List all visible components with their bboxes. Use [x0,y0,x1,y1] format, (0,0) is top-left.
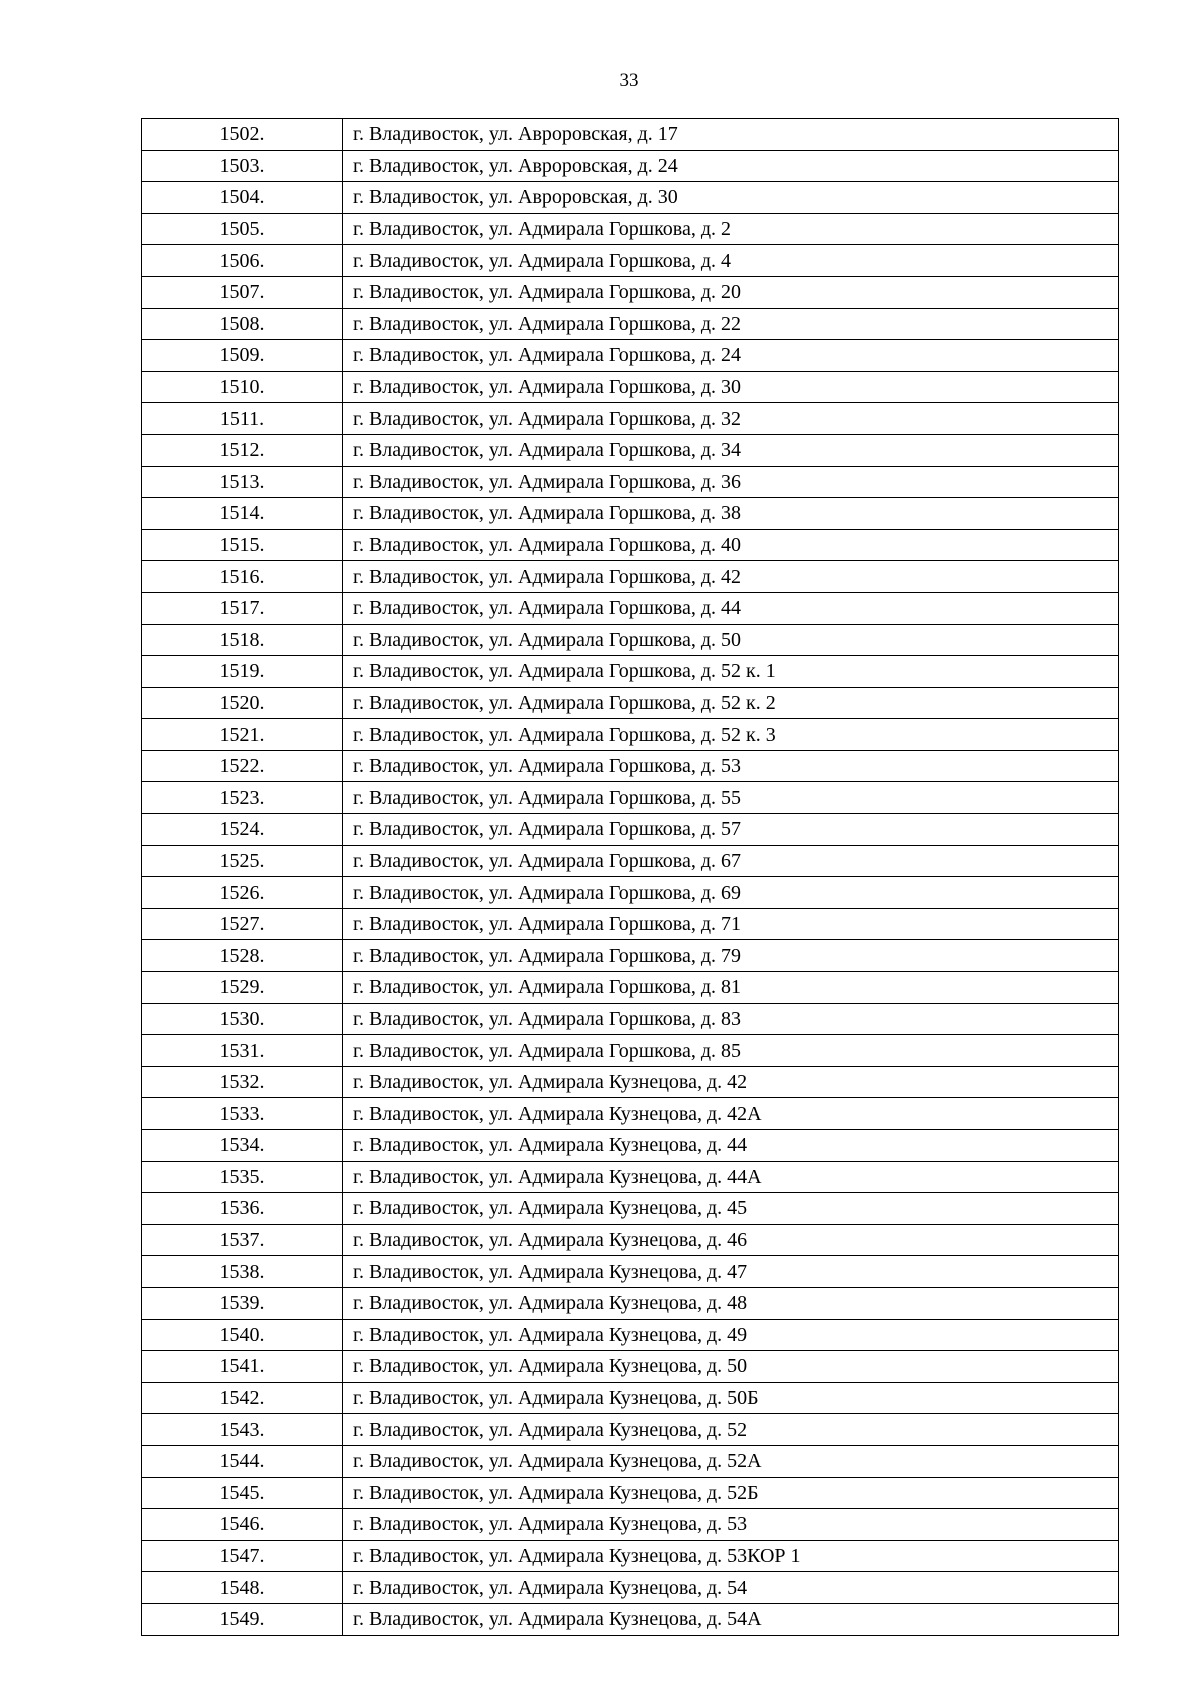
row-number: 1547. [142,1540,343,1572]
row-number: 1524. [142,814,343,846]
table-row [142,1540,1119,1572]
row-address: г. Владивосток, ул. Адмирала Горшкова, д. 55 [343,782,1119,814]
table-row [142,245,1119,277]
row-address: г. Владивосток, ул. Адмирала Горшкова, д. 34 [343,434,1119,466]
table-row [142,1161,1119,1193]
row-address: г. Владивосток, ул. Адмирала Кузнецова, д. 42 [343,1066,1119,1098]
row-number: 1523. [142,782,343,814]
row-address: г. Владивосток, ул. Адмирала Горшкова, д. 85 [343,1035,1119,1067]
table-row [142,1509,1119,1541]
table-row [142,656,1119,688]
row-address: г. Владивосток, ул. Адмирала Горшкова, д. 32 [343,403,1119,435]
row-address: г. Владивосток, ул. Адмирала Кузнецова, д. 52А [343,1445,1119,1477]
row-number: 1536. [142,1193,343,1225]
page-number: 33 [619,70,639,91]
table-row [142,466,1119,498]
table-row [142,213,1119,245]
row-address: г. Владивосток, ул. Адмирала Горшкова, д. 71 [343,908,1119,940]
table-row [142,782,1119,814]
row-number: 1530. [142,1003,343,1035]
table-row [142,624,1119,656]
table-row [142,1351,1119,1383]
row-number: 1543. [142,1414,343,1446]
row-address: г. Владивосток, ул. Адмирала Горшкова, д. 83 [343,1003,1119,1035]
row-number: 1548. [142,1572,343,1604]
row-number: 1534. [142,1130,343,1162]
row-number: 1506. [142,245,343,277]
table-row [142,1319,1119,1351]
table-row [142,529,1119,561]
row-number: 1521. [142,719,343,751]
row-number: 1540. [142,1319,343,1351]
row-number: 1513. [142,466,343,498]
row-number: 1504. [142,182,343,214]
row-number: 1541. [142,1351,343,1383]
row-address: г. Владивосток, ул. Адмирала Кузнецова, д. 44А [343,1161,1119,1193]
table-row [142,150,1119,182]
table-row [142,814,1119,846]
row-number: 1505. [142,213,343,245]
table-row [142,308,1119,340]
row-address: г. Владивосток, ул. Адмирала Кузнецова, д. 49 [343,1319,1119,1351]
row-number: 1510. [142,371,343,403]
row-number: 1533. [142,1098,343,1130]
row-number: 1537. [142,1224,343,1256]
row-address: г. Владивосток, ул. Адмирала Горшкова, д. 52 к. 1 [343,656,1119,688]
table-row [142,371,1119,403]
row-address: г. Владивосток, ул. Адмирала Горшкова, д. 42 [343,561,1119,593]
row-number: 1539. [142,1287,343,1319]
table-row [142,1098,1119,1130]
row-address: г. Владивосток, ул. Адмирала Горшкова, д. 52 к. 3 [343,719,1119,751]
table-row [142,592,1119,624]
table-row [142,1445,1119,1477]
row-number: 1542. [142,1382,343,1414]
table-row [142,434,1119,466]
row-number: 1516. [142,561,343,593]
row-address: г. Владивосток, ул. Адмирала Кузнецова, д. 52Б [343,1477,1119,1509]
row-number: 1517. [142,592,343,624]
row-number: 1546. [142,1509,343,1541]
table-row [142,1130,1119,1162]
row-address: г. Владивосток, ул. Адмирала Кузнецова, д. 53 [343,1509,1119,1541]
row-address: г. Владивосток, ул. Адмирала Горшкова, д. 40 [343,529,1119,561]
table-row [142,1003,1119,1035]
row-address: г. Владивосток, ул. Адмирала Кузнецова, д. 52 [343,1414,1119,1446]
row-address: г. Владивосток, ул. Авроровская, д. 17 [343,119,1119,151]
table-row [142,1193,1119,1225]
row-number: 1549. [142,1603,343,1635]
table-row [142,182,1119,214]
row-address: г. Владивосток, ул. Адмирала Кузнецова, д. 42А [343,1098,1119,1130]
row-number: 1532. [142,1066,343,1098]
row-address: г. Владивосток, ул. Адмирала Горшкова, д. 57 [343,814,1119,846]
row-address: г. Владивосток, ул. Адмирала Горшкова, д. 20 [343,276,1119,308]
table-row [142,276,1119,308]
row-address: г. Владивосток, ул. Адмирала Горшкова, д. 81 [343,972,1119,1004]
table-row [142,687,1119,719]
row-address: г. Владивосток, ул. Адмирала Горшкова, д. 36 [343,466,1119,498]
row-address: г. Владивосток, ул. Авроровская, д. 24 [343,150,1119,182]
row-number: 1507. [142,276,343,308]
row-address: г. Владивосток, ул. Адмирала Кузнецова, д. 50Б [343,1382,1119,1414]
row-number: 1511. [142,403,343,435]
row-address: г. Владивосток, ул. Адмирала Горшкова, д. 69 [343,877,1119,909]
table-row [142,908,1119,940]
table-row [142,1256,1119,1288]
table-row [142,1287,1119,1319]
row-number: 1503. [142,150,343,182]
row-number: 1528. [142,940,343,972]
row-address: г. Владивосток, ул. Адмирала Горшкова, д. 44 [343,592,1119,624]
table-row [142,1572,1119,1604]
row-number: 1544. [142,1445,343,1477]
table-row [142,561,1119,593]
row-number: 1520. [142,687,343,719]
row-number: 1508. [142,308,343,340]
table-row [142,1603,1119,1635]
table-body [142,119,1119,1636]
row-address: г. Владивосток, ул. Адмирала Кузнецова, д. 53КОР 1 [343,1540,1119,1572]
table-row [142,877,1119,909]
row-address: г. Владивосток, ул. Адмирала Горшкова, д. 24 [343,340,1119,372]
row-address: г. Владивосток, ул. Адмирала Горшкова, д. 50 [343,624,1119,656]
row-number: 1515. [142,529,343,561]
table-row [142,1382,1119,1414]
table-row [142,403,1119,435]
table-row [142,119,1119,151]
table-row [142,972,1119,1004]
row-number: 1518. [142,624,343,656]
row-address: г. Владивосток, ул. Адмирала Горшкова, д. 2 [343,213,1119,245]
row-address: г. Владивосток, ул. Адмирала Кузнецова, д. 44 [343,1130,1119,1162]
table-row [142,1414,1119,1446]
row-number: 1519. [142,656,343,688]
row-number: 1538. [142,1256,343,1288]
row-address: г. Владивосток, ул. Адмирала Кузнецова, д. 46 [343,1224,1119,1256]
table-row [142,719,1119,751]
table-row [142,1035,1119,1067]
row-number: 1535. [142,1161,343,1193]
table-row [142,750,1119,782]
row-number: 1522. [142,750,343,782]
row-address: г. Владивосток, ул. Адмирала Горшкова, д. 22 [343,308,1119,340]
table-row [142,940,1119,972]
row-address: г. Владивосток, ул. Адмирала Горшкова, д. 4 [343,245,1119,277]
row-number: 1531. [142,1035,343,1067]
row-number: 1525. [142,845,343,877]
row-number: 1527. [142,908,343,940]
row-address: г. Владивосток, ул. Авроровская, д. 30 [343,182,1119,214]
row-number: 1526. [142,877,343,909]
row-address: г. Владивосток, ул. Адмирала Горшкова, д. 79 [343,940,1119,972]
row-address: г. Владивосток, ул. Адмирала Кузнецова, д. 48 [343,1287,1119,1319]
row-address: г. Владивосток, ул. Адмирала Кузнецова, д. 47 [343,1256,1119,1288]
table-row [142,1477,1119,1509]
row-address: г. Владивосток, ул. Адмирала Кузнецова, д. 50 [343,1351,1119,1383]
row-address: г. Владивосток, ул. Адмирала Горшкова, д. 53 [343,750,1119,782]
row-number: 1529. [142,972,343,1004]
row-address: г. Владивосток, ул. Адмирала Кузнецова, д. 54 [343,1572,1119,1604]
row-number: 1512. [142,434,343,466]
row-address: г. Владивосток, ул. Адмирала Кузнецова, д. 54А [343,1603,1119,1635]
table-row [142,1224,1119,1256]
row-address: г. Владивосток, ул. Адмирала Горшкова, д. 38 [343,498,1119,530]
table-row [142,1066,1119,1098]
row-address: г. Владивосток, ул. Адмирала Горшкова, д. 67 [343,845,1119,877]
row-number: 1502. [142,119,343,151]
row-number: 1545. [142,1477,343,1509]
row-address: г. Владивосток, ул. Адмирала Кузнецова, д. 45 [343,1193,1119,1225]
row-address: г. Владивосток, ул. Адмирала Горшкова, д. 30 [343,371,1119,403]
table-row [142,845,1119,877]
row-address: г. Владивосток, ул. Адмирала Горшкова, д. 52 к. 2 [343,687,1119,719]
row-number: 1514. [142,498,343,530]
address-table [141,118,1119,1636]
table-row [142,498,1119,530]
row-number: 1509. [142,340,343,372]
table-row [142,340,1119,372]
